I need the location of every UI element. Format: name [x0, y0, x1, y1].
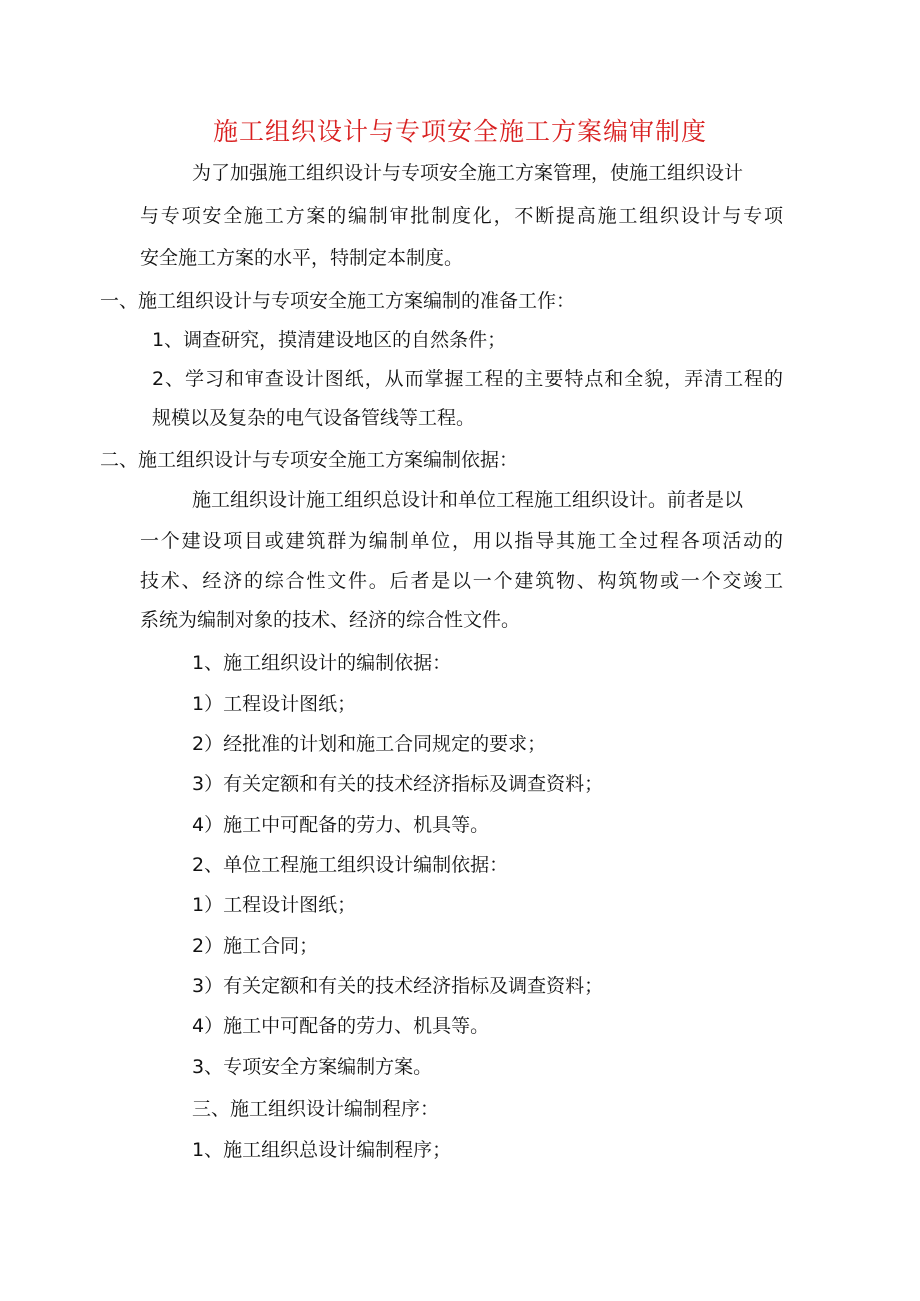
list-item: 1）工程设计图纸； [192, 693, 357, 715]
subsection-heading: 3、专项安全方案编制方案。 [192, 1056, 433, 1078]
paragraph-line: 为了加强施工组织设计与专项安全施工方案管理，使施工组织设计 [192, 162, 744, 184]
list-item: 1、施工组织总设计编制程序； [192, 1139, 452, 1161]
section-heading: 三、施工组织设计编制程序： [192, 1098, 440, 1120]
list-item: 2、学习和审查设计图纸，从而掌握工程的主要特点和全貌，弄清工程的 [152, 368, 783, 390]
list-item: 4）施工中可配备的劳力、机具等。 [192, 814, 490, 836]
document-title: 施工组织设计与专项安全施工方案编审制度 [212, 117, 707, 146]
subsection-heading: 2、单位工程施工组织设计编制依据： [192, 854, 509, 876]
paragraph-line: 技术、经济的综合性文件。后者是以一个建筑物、构筑物或一个交竣工 [140, 570, 783, 592]
paragraph-line: 安全施工方案的水平，特制定本制度。 [140, 247, 464, 269]
subsection-heading: 1、施工组织设计的编制依据： [192, 652, 452, 674]
list-item: 3）有关定额和有关的技术经济指标及调查资料； [192, 773, 604, 795]
section-heading: 二、施工组织设计与专项安全施工方案编制依据： [100, 449, 519, 471]
paragraph-line: 系统为编制对象的技术、经济的综合性文件。 [140, 609, 521, 631]
section-heading: 一、施工组织设计与专项安全施工方案编制的准备工作： [100, 290, 576, 312]
paragraph-line: 与专项安全施工方案的编制审批制度化，不断提高施工组织设计与专项 [140, 205, 783, 227]
paragraph-line: 施工组织设计施工组织总设计和单位工程施工组织设计。前者是以 [192, 489, 744, 511]
list-item: 1）工程设计图纸； [192, 894, 357, 916]
list-item: 1、调查研究，摸清建设地区的自然条件； [152, 329, 507, 351]
list-item: 2）经批准的计划和施工合同规定的要求； [192, 733, 547, 755]
paragraph-line: 一个建设项目或建筑群为编制单位，用以指导其施工全过程各项活动的 [140, 530, 783, 552]
list-item: 4）施工中可配备的劳力、机具等。 [192, 1015, 490, 1037]
list-item: 2）施工合同； [192, 935, 319, 957]
list-item: 3）有关定额和有关的技术经济指标及调查资料； [192, 975, 604, 997]
list-item-continuation: 规模以及复杂的电气设备管线等工程。 [152, 407, 476, 429]
